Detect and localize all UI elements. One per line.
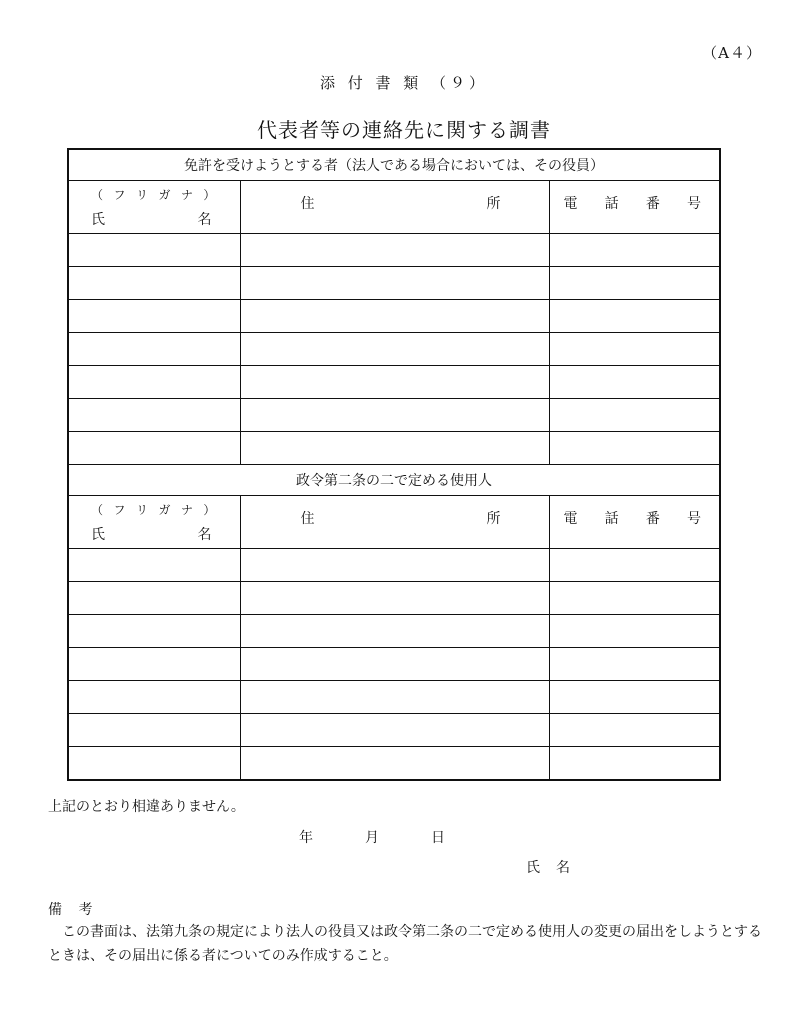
section2-title: 政令第二条の二で定める使用人 — [68, 465, 720, 496]
signature-line — [526, 857, 570, 877]
name-cell[interactable] — [68, 399, 240, 432]
contact-form-table — [67, 148, 721, 781]
employee-row — [68, 615, 720, 648]
phone-cell[interactable] — [549, 333, 720, 366]
address-cell[interactable] — [240, 300, 549, 333]
remarks-text: この書面は、法第九条の規定により法人の役員又は政令第二条の二で定める使用人の変更の届出をしようとするときは、その届出に係る者についてのみ作成すること。 — [48, 924, 762, 964]
name-label: 氏 名 — [91, 211, 212, 228]
attachment-title: 添 付 書 類 （９） — [319, 74, 489, 92]
address-cell[interactable] — [240, 366, 549, 399]
phone-cell[interactable] — [549, 615, 720, 648]
employee-row — [68, 681, 720, 714]
date-line — [299, 827, 445, 847]
section-header-row — [68, 149, 720, 181]
signature-mei: 名 — [556, 860, 570, 876]
address-cell[interactable] — [240, 648, 549, 681]
officer-row — [68, 267, 720, 300]
furigana-label: （ フ リ ガ ナ ） — [91, 502, 216, 517]
address-cell[interactable] — [240, 234, 549, 267]
section1-title: 免許を受けようとする者（法人である場合においては、その役員） — [68, 149, 720, 181]
name-cell[interactable] — [68, 300, 240, 333]
name-header — [68, 496, 240, 549]
month-label: 月 — [365, 830, 379, 846]
paper-size-label: （A４） — [702, 44, 762, 62]
officer-row — [68, 234, 720, 267]
name-cell[interactable] — [68, 333, 240, 366]
employee-row — [68, 549, 720, 582]
name-cell[interactable] — [68, 747, 240, 781]
phone-header: 電 話 番 号 — [549, 181, 720, 234]
name-cell[interactable] — [68, 714, 240, 747]
address-header: 住 所 — [240, 181, 549, 234]
officer-row — [68, 333, 720, 366]
address-cell[interactable] — [240, 615, 549, 648]
name-cell[interactable] — [68, 648, 240, 681]
phone-cell[interactable] — [549, 267, 720, 300]
furigana-label: （ フ リ ガ ナ ） — [91, 187, 216, 202]
officer-row — [68, 300, 720, 333]
column-header-row — [68, 181, 720, 234]
name-cell[interactable] — [68, 681, 240, 714]
confirmation-statement: 上記のとおり相違ありません。 — [48, 799, 245, 815]
signature-shi: 氏 — [526, 860, 540, 876]
phone-cell[interactable] — [549, 714, 720, 747]
phone-cell[interactable] — [549, 549, 720, 582]
address-cell[interactable] — [240, 681, 549, 714]
column-header-row — [68, 496, 720, 549]
remarks-heading: 備 考 — [48, 902, 99, 918]
phone-cell[interactable] — [549, 747, 720, 781]
officer-row — [68, 366, 720, 399]
name-cell[interactable] — [68, 549, 240, 582]
employee-row — [68, 747, 720, 781]
address-cell[interactable] — [240, 747, 549, 781]
name-cell[interactable] — [68, 267, 240, 300]
phone-cell[interactable] — [549, 399, 720, 432]
address-cell[interactable] — [240, 267, 549, 300]
phone-cell[interactable] — [549, 648, 720, 681]
year-label: 年 — [299, 830, 313, 846]
address-cell[interactable] — [240, 399, 549, 432]
address-cell[interactable] — [240, 333, 549, 366]
name-cell[interactable] — [68, 432, 240, 465]
phone-cell[interactable] — [549, 366, 720, 399]
employee-row — [68, 582, 720, 615]
employee-row — [68, 714, 720, 747]
employee-row — [68, 648, 720, 681]
address-cell[interactable] — [240, 714, 549, 747]
name-cell[interactable] — [68, 366, 240, 399]
officer-row — [68, 432, 720, 465]
section-header-row — [68, 465, 720, 496]
name-label: 氏 名 — [91, 526, 212, 543]
address-cell[interactable] — [240, 582, 549, 615]
address-cell[interactable] — [240, 549, 549, 582]
phone-cell[interactable] — [549, 681, 720, 714]
phone-cell[interactable] — [549, 300, 720, 333]
name-cell[interactable] — [68, 234, 240, 267]
phone-cell[interactable] — [549, 432, 720, 465]
phone-cell[interactable] — [549, 582, 720, 615]
address-cell[interactable] — [240, 432, 549, 465]
day-label: 日 — [431, 830, 445, 846]
address-header: 住 所 — [240, 496, 549, 549]
phone-cell[interactable] — [549, 234, 720, 267]
phone-header: 電 話 番 号 — [549, 496, 720, 549]
document-title: 代表者等の連絡先に関する調書 — [257, 118, 551, 142]
name-cell[interactable] — [68, 615, 240, 648]
name-header — [68, 181, 240, 234]
name-cell[interactable] — [68, 582, 240, 615]
officer-row — [68, 399, 720, 432]
